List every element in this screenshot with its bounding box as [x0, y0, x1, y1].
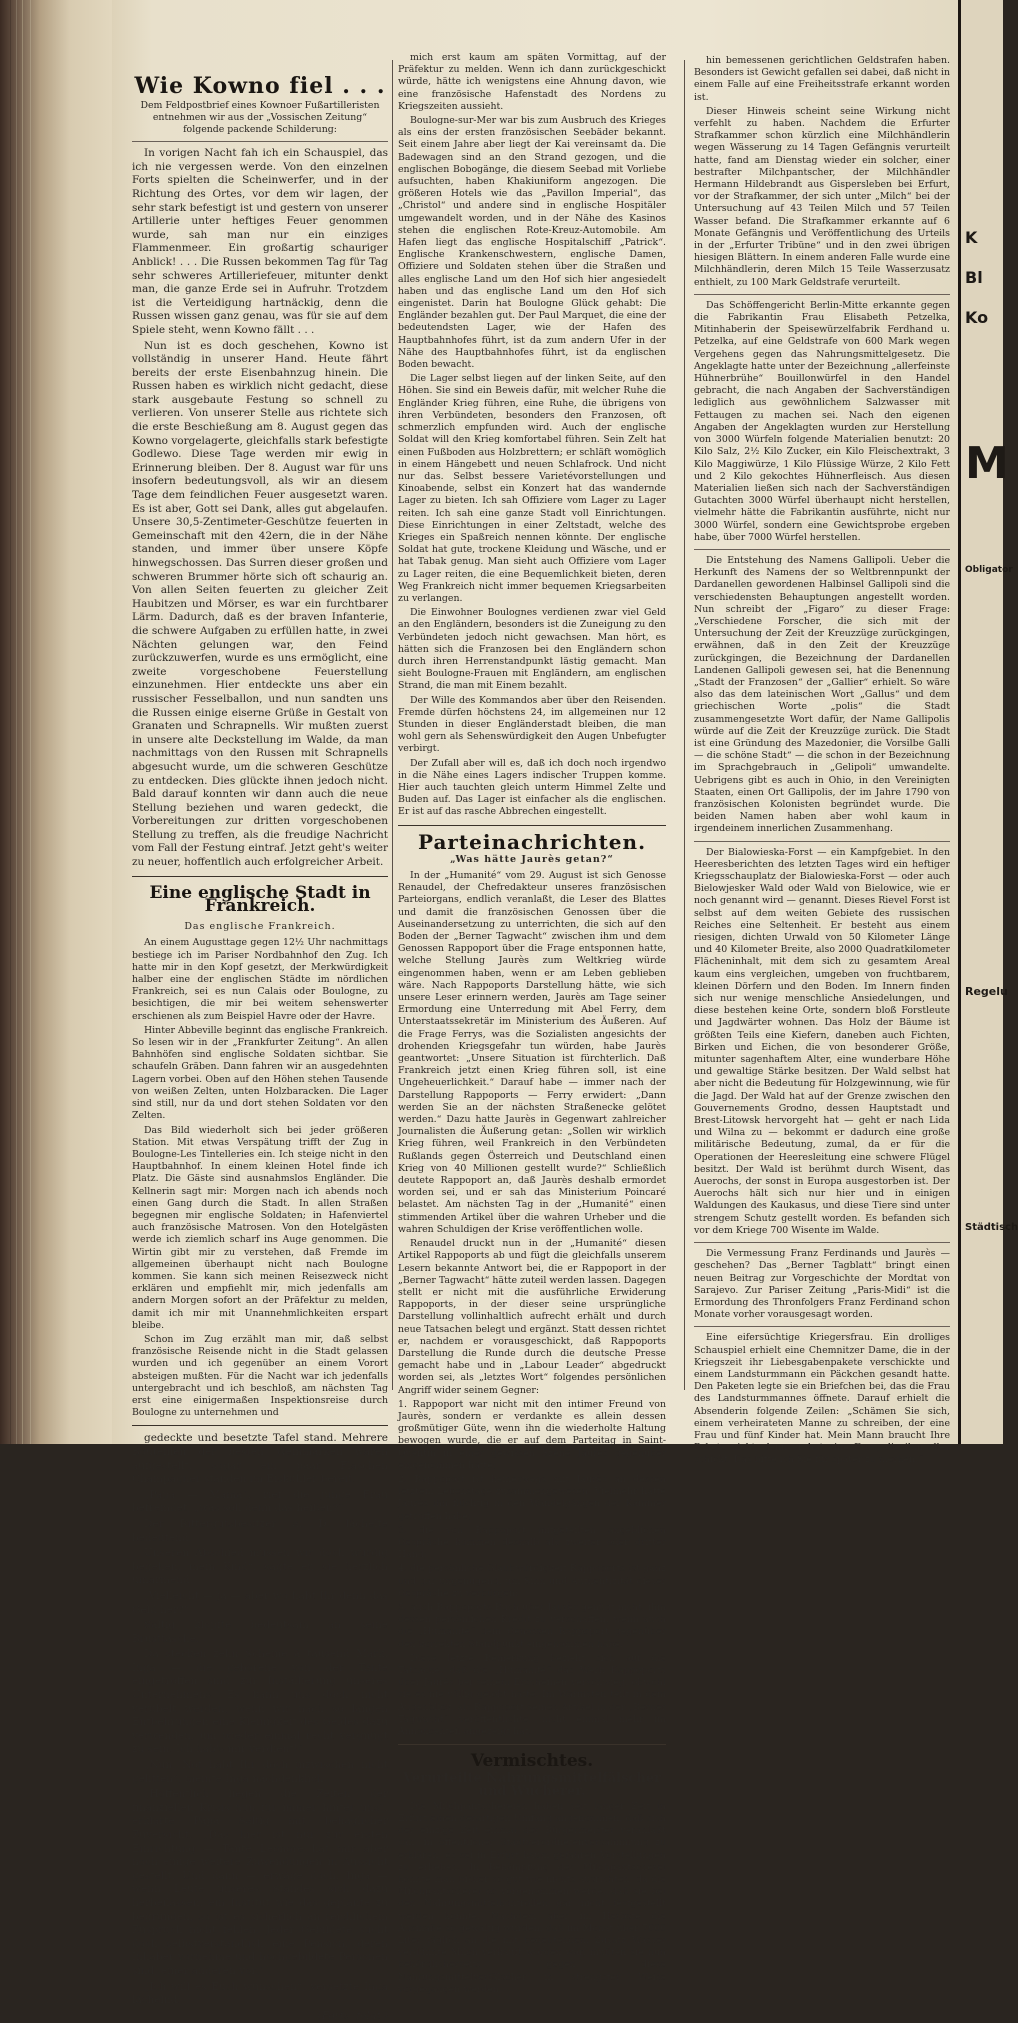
paragraph: Die Einwohner Boulognes verdienen zwar viel Geld an den Engländern, besonders ist die Zuneigung zu den Verbündeten jedoch nicht gewachsen. Man hört, es hätten sich die Franzosen bei den Engländern schon durch ihren Herrenstandpunkt lästig gemacht. Man sieht Boulogne-Frauen mit Engländern, am englischen Strand, die man mit Einem bezahlt.	[398, 607, 666, 692]
divider	[694, 1242, 950, 1243]
numbered-point: 2. Rappoport ist keineswegs mit Jaurès an dessen letztem Lebenstage zusammengewesen. Vielmehr hatte Jaurès ihn flüchtig in den Wandelgängen der Kammer getroffen habe;	[398, 1473, 666, 1522]
column-rule	[392, 60, 393, 1390]
subheadline: „Was hätte Jaurès getan?“	[450, 853, 614, 865]
fragment-text: Städtisch	[965, 1222, 1018, 1233]
paragraph: Das Bild wiederholt sich bei jeder größeren Station. Mit etwas Verspätung trifft der Zug in Boulogne-Les Tintelleries ein. Ich steige nicht in den Hauptbahnhof. In einem kleinen Hotel finde ich Platz. Die Gäste sind ausnahmslos Engländer. Die Kellnerin sagt mir: Morgen nach ich abends noch einen Gang durch die Stadt. In allen Straßen begegnen mir englische Soldaten; in Hafenviertel auch französische Matrosen. Von den Hotelgästen werde ich ziemlich scharf ins Auge genommen. Die Wirtin gibt mir zu verstehen, daß Fremde im allgemeinen überhaupt nicht nach Boulogne kommen. Sie kann sich meinen Reisezweck nicht erklären und empfiehlt mir, mich jedenfalls am andern Morgen sofort an der Präfektur zu melden, damit ich mir mit Unannehmlichkeiten erspart bleibe.	[132, 1124, 388, 1331]
divider	[694, 549, 950, 550]
serial-paragraph: „Papa — Mama“, rief die junge Frau befremdet, „was soll denn das heißen?“	[132, 1488, 388, 1515]
fragment-text: M	[965, 438, 1009, 489]
numbered-point: 1. Rappoport war nicht mit den intimer Freund von Jaurès, sondern er verdankte es allein dessen großmütiger Güte, wenn ihn die wiederholte Haltung bewogen wurde, die er auf dem Parteitag in Saint-Quentin in einer gewissen Szene Jaurès gegenüber eingenommen hatte;	[398, 1398, 666, 1471]
news-item: Die Entstehung des Namens Gallipoli. Ueber die Herkunft des Namens der so Weltbrennpunkt der Dardanellen gewordenen Halbinsel Gallipoli sind die verschiedensten Behauptungen angestellt worden. Nun schreibt der „Figaro“ zu dieser Frage: „Verschiedene Forscher, die sich mit der Untersuchung der Zeit der Kreuzzüge zurückgingen, erwähnen, daß in den Zeit der Kreuzzüge zurückgingen, die Bezeichnung der Dardanellen Landenen Gallipoli gewesen sei, hat die Benennung „Stadt der Franzosen“ der „Gallier“ erhielt. So wäre also das dem lateinischen Wort „Gallus“ und dem griechischen Worte „polis“ die Stadt zusammengesetzte Wort dafür, der Name Gallipolis würde auf die Zeit der Kreuzzüge zurück. Die Stadt ist eine Gründung des Mazedonier, die Vorsilbe Galli — die schöne Stadt“ — die schon in der Bezeichnung im Sprachgebrauch in „Gelipoli“ umwandelte. Uebrigens gibt es auch in Ohio, in den Vereinigten Staaten, einen Ort Gallipolis, der im Jahre 1790 von französischen Kolonisten begründet wurde. Die beiden Namen haben aber wohl kaum in irgendeinem innerlichen Zusammenhang.	[694, 554, 950, 835]
paragraph: An einem Augusttage gegen 12½ Uhr nachmittags bestiege ich im Pariser Nordbahnhof den Zug. Ich hatte mir in den Kopf gesetzt, der Merkwürdigkeit halber eine der englischen Städte im nördlichen Frankreich, sei es nun Calais oder Boulogne, zu besichtigen, die mir bei weitem sehenswerter erschienen als zum Beispiel Havre oder der Havre.	[132, 937, 388, 1022]
fragment-text: Obligator	[965, 565, 1013, 575]
divider	[132, 876, 388, 877]
news-item: Eine eifersüchtige Kriegersfrau. Ein drolliges Schauspiel erhielt eine Chemnitzer Dame, die in der Kriegszeit ihr Liebesgabenpakete verschickte und einem Landsturmmann ein Päckchen gesandt hatte. Den Paketen legte sie ein Briefchen bei, das die Frau des Landsturmmannes öffnete. Darauf erhielt die Absenderin folgende Zeilen: „Schämen Sie sich, einem verheirateten Manne zu schreiben, der eine Frau und fünf Kinder hat. Mein Mann braucht Ihre Pakete nicht, denn er hat eine Frau, die ihm alles schickt. Das bitte ich Sie für später zu merken.“	[694, 1332, 950, 1466]
paragraph: Schon im Zug erzählt man mir, daß selbst französische Reisende nicht in die Stadt gelassen wurden und ich gegenüber an einem Vorort absteigen mußten. Für die Nacht war ich jedenfalls untergebracht und ich beschloß, am nächsten Tag erst eine einigermaßen Inspektionsreise durch Boulogne zu unternehmen und	[132, 1333, 388, 1419]
paragraph: Der Zufall aber will es, daß ich doch noch irgendwo in die Nähe eines Lagers indischer Truppen komme. Hier auch tauchten gleich unterm Himmel Zelte und Buden auf. Das Lager ist einfacher als die englischen. Er ist auf das rasche Abbrechen eingestellt.	[398, 757, 666, 818]
serial-paragraph: „Hoffentlich liegen die Zeiten der finanziellen Krisis nun für immer hinter uns“, erklärte Papa Saltig mit behaglicher Zuversicht. „Das hier ist nur zur ersten Einrichtung — Tante Leonore hat mir aber noch einige weitere Zuwendungen in Aussicht gestellt. Und dann — erwäge doch, Inga — wenn Leute unseres Standes sich dazu herbeilassen, ein Institut wie das geplante zu begründen, so ist es sicherlich an reichlichem Zuspruch nicht fehlen. Jeder Gebildete sucht doch selbstverständlich eine Pension, deren Inhaber vornehme und hochgebildete Personen sind, einer anderen vor.“	[132, 1788, 388, 1977]
paragraph: Das Schöffengericht Berlin-Mitte erkannte gegen die Fabrikantin Frau Elisabeth Petzelka, Mitinhaberin der Speisewürzelfabrik Ferdhand u. Petzelka, auf eine Geldstrafe von 600 Mark wegen Vergehens gegen das Nahrungsmittelgesetz. Die Angeklagte hatte unter der Bezeichnung „allerfeinste Hühnerbrühe“ Bouillonwürfel in den Handel gebracht, die nach Angaben der Sachverständigen lediglich aus gewöhnlichem Salzwasser mit Fettaugen zu machen sei. Nach den eigenen Angaben der Angeklagten wurden zur Herstellung von 3000 Würfeln folgende Materialien benutzt: 20 Kilo Salz, 2½ Kilo Zucker, ein Kilo Fleischextrakt, 3 Kilo Maggiwürze, 1 Kilo Flüssige Würze, 2 Kilo Fett und 2 Kilo gekochtes Hühnerfleisch. Aus diesen Materialien ließen sich nach der Sachverständigen Gutachten 3000 Würfel überhaupt nicht herstellen, vielmehr hätte die Fabrikantin ausführte, nicht nur 3000 Würfel, sondern eine Gewichtsprobe ergeben habe, über 7000 Würfel herstellen.	[694, 299, 950, 543]
headline-parteinachrichten: Parteinachrichten.	[417, 829, 647, 854]
headline-kowno: Wie Kowno fiel . . .	[134, 73, 386, 99]
subheadline: Verurteilte Nahrungsmittelfälscher und Wucherer.	[403, 1771, 661, 1799]
headline-vermischtes: Vermischtes.	[470, 1751, 594, 1772]
headline-englische-stadt: Eine englische Stadt in Frankreich.	[149, 882, 371, 917]
serial-paragraph: „Vielleicht — ja — aber wo habt Ihr denn das Geld her?“	[132, 1589, 388, 1616]
divider	[132, 141, 388, 142]
news-item: Der Bialowieska-Forst — ein Kampfgebiet. In den Heeresberichten des letzten Tages wird ein heftiger Kriegsschauplatz der Bialowieska-Forst — oder auch Bielowjesker Wald oder Wald von Bielowice, wie er noch genannt wird — genannt. Dieses Rievel Forst ist selbst auf dem weiten Gebiete des russischen Reiches eine Seltenheit. Er besteht aus einem riesigen, dichten Urwald von 50 Kilometer Länge und 40 Kilometer Breite, also 2000 Quadratkilometer Flächeninhalt, mit dem sich zu gesamtem Areal kaum eins vergleichen, umgeben von fruchtbarem, kleinen Dörfern und den Boden. Im Innern finden sich nur wenige menschliche Ansiedelungen, und diese bestehen keine Orte, sondern bloß Forstleute und Jagdwärter wohnen. Das Holz der Bäume ist größten Teils eine Kiefern, daneben auch Fichten, Birken und Eichen, die von besonderer Größe, mitunter sagenhaftem Alter, eine wunderbare Höhe und gewaltige Stärke besitzen. Der Wald selbst hat aber nicht die Bedeutung für Holzgewinnung, wie für die Jagd. Der Wald hat auf der Grenze zwischen den Gouvernements Grodno, dessen Hauptstadt und Brest-Litowsk hervorgeht hat — geht er nach Lida und Wilna zu — bekommt er dadurch eine große militärische Bedeutung, zumal, da er für die Operationen der Heeresleitung eine schwere Flügel besitzt. Der Wald ist berühmt durch Wisent, das Auerochs, der sonst in Europa ausgestorben ist. Der Auerochs hält sich nur hier und in einigen Waldungen des Kaukasus, und diese Tiere sind unter strengem Schutz gestellt worden. Es befanden sich vor dem Kriege 700 Wisente im Walde.	[694, 846, 950, 1236]
numbered-point: 4. die persönliche Glaubwürdigkeit Rappoports ist ganz und gar ungenügend, um Sinn und Authentizität dieser Gespräche zu verbürgen;	[398, 1563, 666, 1599]
fragment-text: K	[965, 228, 978, 247]
paragraph: In vorigen Nacht fah ich ein Schauspiel, das ich nie vergessen werde. Von den einzelnen Forts spielten die Scheinwerfer, und in der Richtung des Ortes, vor dem wir lagen, der sehr stark befestigt ist und gestern von unserer Artillerie unter heftiges Feuer genommen wurde, sah man nur ein einziges Flammenmeer. Ein großartig schauriger Anblick! . . . Die Russen bekommen Tag für Tag sehr schweres Artilleriefeuer, mitunter denkt man, die ganze Erde sei in Aufruhr. Trotzdem ist die Verteidigung hartnäckig, denn die Russen wissen ganz genau, was für sie auf dem Spiele steht, wenn Kowno fällt . . .	[132, 147, 388, 336]
next-page-edge	[958, 0, 1018, 1444]
paragraph: hin bemessenen gerichtlichen Geldstrafen haben. Besonders ist Gewicht gefallen sei dabei, daß nicht in einem Falle auf eine Freiheitsstrafe erkannt worden ist.	[694, 55, 950, 103]
book-binding	[0, 0, 128, 1444]
paragraph: mich erst kaum am späten Vormittag, auf der Präfektur zu melden. Wenn ich dann zurückgeschickt würde, hätte ich wenigstens eine Ahnung davon, wie eine französische Hafenstadt des Nordens zu Kriegszeiten aussieht.	[398, 52, 666, 112]
column-right	[694, 55, 950, 1469]
paragraph: Die Lager selbst liegen auf der linken Seite, auf den Höhen. Sie sind ein Beweis dafür, mit welcher Ruhe die Engländer Krieg führen, eine Ruhe, die übrigens von ihren Verbündeten, besonders den Franzosen, oft schmerzlich empfunden wird. Auch der englische Soldat will den Krieg komfortabel führen. Sein Zelt hat einen Fußboden aus Holzbrettern; er schläft womöglich in einem Hängebett und neuen Schlafrock. Und nicht nur das. Selbst bessere Varietévorstellungen und Kinoabende, selbst ein Konzert hat das wandernde Lager zu bieten. Ich sah Offiziere vom Lager zu Lager reiten. Ich sah eine ganze Stadt voll Einrichtungen. Diese Einrichtungen in einer Zeltstadt, welche des Krieges ein Spaßreich nennen könnte. Der englische Soldat hat gute, trockene Kleidung und Wäsche, und er hat Tabak genug. Man sieht auch Offiziere vom Lager zu Lager reiten, die eine Bequemlichkeit bieten, deren Weg Frankreich nicht immer bequemen Kriegsarbeiten zu verlangen.	[398, 373, 666, 604]
column-left	[132, 70, 388, 2023]
serial-paragraph: Saltig klopfte bedeutsam an seine Brusttasche.	[132, 1619, 388, 1645]
column-middle	[398, 52, 666, 1998]
paragraph: Renaudel druckt nun in der „Humanité“ diesen Artikel Rappoports ab und fügt die gleichfalls unserem Lesern bekannte Antwort bei, die er Rappoport in der „Berner Tagwacht“ hätte zuteil werden lassen. Dagegen stellt er nicht mit die ausführliche Erwiderung Rappoports, in der dieser seine ursprüngliche Darstellung vollinhaltlich aufrecht erhält und durch neue Tatsachen belegt und ergänzt. Statt dessen richtet er, nachdem er vorausgeschickt, daß Rappoports Darstellung die Runde durch die deutsche Presse gemacht habe und in „Labour Leader“ abgedruckt worden sei, als „letztes Wort“ folgendes persönlichen Angriff wider seinem Gegner:	[398, 1238, 666, 1396]
paragraph: Die Milchpantschereien haben seit langer Zeit in Erfurt einen derartigen Umfang angenommen, daß sich der einzige Zeit einmal der Bürgermeister veranlaßt sah, in öffentlicher Stadtverordnetenversammlung zu erklären, es sei in Erfurt kaum gefahren Vorstellungen zu erheben. In Bekämpfung der Milchpantscherei konnte man bisher so gut wie nichts ausrichten, da die Milchpantscherei so vorgenommen werde, daß sie bei den Nahrungsmittelkontrollen gar nicht festgestellt werden konnte. Nachdem aber im Herbste die Ausmaße so gewaltig wurden, daß im Monat über 7000 Liter täglich an die mit bedeutendem Zusatz Wasser verdünnte Milch verkauft worden war, mußten sie nun behördlicherseits gegen diese Nahrungsmittelverfälscher in strengster Weise vorgegangen werden.	[398, 1800, 666, 1995]
fragment-text: Regelu	[965, 985, 1008, 998]
byline: Das englische Frankreich.	[184, 920, 336, 932]
paragraph: In der „Humanité“ vom 29. August ist sich Genosse Renaudel, der Chefredakteur unseres französischen Parteiorgans, endlich veranlaßt, die Leser des Blattes und damit die französischen Genossen über die Auseinandersetzung zu unterrichten, die sich auf den Boden der „Berner Tagwacht“ zwischen ihm und dem Genossen Rappoport über die Frage entsponnen hatte, welche Stellung Jaurès zum Weltkrieg würde eingenommen haben, wenn er am Leben geblieben wäre. Nach Rappoports Darstellung hätte, wie sich unsere Leser erinnern werden, Jaurès am Tage seiner Ermordung eine Unterredung mit Abel Ferry, dem Unterstaatssekretär im Ministerium des Äußeren. Auf die Frage Ferrys, was die Sozialisten angesichts der drohenden Kriegsgefahr tun würden, habe Jaurès geantwortet: „Unsere Situation ist fürchterlich. Daß Frankreich jetzt einen Krieg führen soll, ist eine Ungeheuerlichkeit.“ Darauf habe — immer nach der Darstellung Rappoports — Ferry erwidert: „Dann werden Sie an der nächsten Straßenecke gelötet werden.“ Dazu hatte Jaurès in Gegenwart zahlreicher Journalisten die Äußerung getan: „Sollen wir wirklich Krieg führen, weil Frankreich in den Verbündeten Rußlands gegen Österreich und Deutschland einen Krieg von 40 Millionen gestellt wurde?“ Schließlich deutete Rappoport an, daß Jaurès deshalb ermordet worden sei, und er sah das Ministerium Poincaré belastet. Am nächsten Tag in der „Humanité“ einen stimmenden Artikel über die wahren Urheber und die wahren Schuldigen der Krise veröffentlichen wolle.	[398, 870, 666, 1235]
divider	[398, 825, 666, 826]
serial-paragraph: Unseren Abschied müssen wir doch würdig begehen, mein Kind“, sagte er, sie herzlich umarmend.	[132, 1547, 388, 1587]
serial-paragraph: gedeckte und besetzte Tafel stand. Mehrere Bouteillen der besten Weinmarken waren aufgestellt, sogar ein paar Flaschen Champagner standen im Eiskühler bereit.	[132, 1432, 388, 1486]
fragment-text: Bl	[965, 268, 983, 287]
article-intro: Dem Feldpostbrief eines Kownoer Fußartilleristen entnehmen wir aus der „Vossischen Zeitung“ folgende packende Schilderung:	[140, 99, 380, 135]
news-item: Die Vermessung Franz Ferdinands und Jaurès — geschehen? Das „Berner Tagblatt“ bringt einen neuen Beitrag zur Vorgeschichte der Mordtat von Sarajevo. Zur Pariser Zeitung „Paris-Midi“ ist die Ermordung des Thronfolgers Franz Ferdinand schon Monate vorher vorausgesagt worden.	[694, 1248, 950, 1321]
paragraph: Hinter Abbeville beginnt das englische Frankreich. So lesen wir in der „Frankfurter Zeitung“. An allen Bahnhöfen sind englische Soldaten sichtbar. Sie schaufeln Gräben. Dann fahren wir an ausgedehnten Lagern vorbei. Oben auf den Höhen stehen Tausende von weißen Zelten, unten Holzbaracken. Die Lager sind still, nur da und dort stehen Soldaten vor den Zelten.	[132, 1024, 388, 1122]
paragraph: Dieser Hinweis scheint seine Wirkung nicht verfehlt zu haben. Nachdem die Erfurter Strafkammer schon kürzlich eine Milchhändlerin wegen Wässerung zu 14 Tagen Gefängnis verurteilt hatte, fand am Dienstag wieder ein solcher, einer bestrafter Milchpantscher, der Milchhändler Hermann Hildebrandt aus Gispersleben bei Erfurt, vor der Strafkammer, der sich unter „Milch“ bei der Untersuchung auf 43 Teilen Milch und 57 Teilen Wasser befand. Die Strafkammer erkannte auf 6 Monate Gefängnis und Veröffentlichung des Urteils in der „Erfurter Tribüne“ und in den zwei übrigen hiesigen Blättern. In einem anderen Falle wurde eine Milchhändlerin, deren Milch 15 Teile Wasserzusatz enthielt, zu 100 Mark Geldstrafe verurteilt.	[694, 105, 950, 288]
divider	[132, 1425, 388, 1426]
serial-paragraph: „Ich will es Euch wünschen“, versetzte Inga lächelnd.	[132, 1980, 388, 2007]
numbered-point: 3. die von Rappoport mitgeteilten angeblichen Gespräche kommen deshalb als zweiter oder dritter Hand;	[398, 1524, 666, 1561]
paragraph: Nun ist es doch geschehen, Kowno ist vollständig in unserer Hand. Heute fährt bereits der erste Eisenbahnzug hinein. Die Russen haben es wirklich nicht gedacht, diese stark ausgebaute Festung so schnell zu verlieren. Von unserer Stelle aus richtete sich die erste Beschießung am 8. August gegen das Kowno vorgelagerte, gleichfalls stark befestigte Godlewo. Diese Tage werden mir ewig in Erinnerung bleiben. Der 8. August war für uns insofern bedeutungsvoll, als wir an diesem Tage dem feindlichen Feuer ausgesetzt waren. Es ist aber, Gott sei Dank, alles gut abgelaufen. Unsere 30,5-Zentimeter-Geschütze feuerten in Gemeinschaft mit den 42ern, die in der Nähe standen, und immer über unsere Köpfe hinwegschossen. Das Surren dieser großen und schweren Brummer hörte sich oft schaurig an. Von allen Seiten feuerten zu gleicher Zeit Haubitzen und Mörser, es war ein furchtbarer Lärm. Dadurch, daß es der braven Infanterie, die schwere Aufgaben zu erfüllen hatte, in zwei Nächten gelungen war, den Feind zurückzuwerfen, wurde es uns ermöglicht, eine zweite vorgeschobene Feuerstellung einzunehmen. Hier entdeckte uns aber ein russischer Fesselballon, und nun sandten uns die Russen einige eiserne Grüße in Gestalt von Granaten und Schrapnells. Wir mußten zuerst in unsere alte Deckstellung im Walde, da man nachmittags von den Russen mit Schrapnells abgesucht wurde, um die schweren Geschütze zu entdecken. Dies glückte ihnen jedoch nicht. Bald darauf konnten wir dann auch die neue Stellung beziehen und waren gedeckt, die Vorbereitungen zur dritten vorgeschobenen Stellung zu treffen, als die freudige Nachricht vom Fall der Festung eintraf. Jetzt geht's weiter zu neuer, hoffentlich auch erfolgreicher Arbeit.	[132, 339, 388, 869]
divider	[694, 841, 950, 842]
paragraph: Boulogne-sur-Mer war bis zum Ausbruch des Krieges als eins der ersten französischen Seebäder bekannt. Seit einem Jahre aber liegt der Kai vereinsamt da. Die Badewagen sind an den Strand gezogen, und die englischen Bobogänge, die diesem Seebad mit Vorliebe aufsuchten, haben Khakiuniform angezogen. Die größeren Hotels wie das „Pavillon Imperial“, das „Christol“ und andere sind in englische Hospitäler umgewandelt worden, und in der Nähe des Kasinos stehen die englischen Rote-Kreuz-Automobile. Am Hafen liegt das englische Hospitalschiff „Patrick“. Englische Krankenschwestern, englische Damen, Offiziere und Soldaten stehen über die Straßen und alles englische Land um den Hof sich hier angesiedelt haben und das englische Land um den Hof sich eingenistet. Darin hat Boulogne Glück gehabt: Die Engländer bezahlen gut. Der Paul Marquet, die eine der bedeutendsten Lager, wie der Hafen des Hauptbahnhofes führt, ist da zum andern Ufer in der Nähe des Hauptbahnhofes führt, ist da englischen Boden bewacht.	[398, 115, 666, 371]
divider	[694, 1326, 950, 1327]
serial-paragraph: Da stecken zehn Scheine à tausend Mark, Inga — die geborene von der Tante eingetroffen sind zur Installierung unseres Unternehmens. Es kann uns doch nicht verübelt werden, wenn wir nach so langen Entbehrungen eine Kleinigkeit des Geldes dazu verwenden, um wieder einmal recht vergnügt zu sein. Ich hab's mir verdient!“	[132, 1648, 388, 1756]
continued-note: (Forts. folgt.)	[317, 2009, 388, 2022]
column-rule	[684, 60, 685, 1390]
serial-paragraph: Der Rittergutsbesitzer a. D. lächelte bedeutend.	[132, 1517, 388, 1544]
serial-paragraph: „Nun, Not habt Ihr doch inzwischen nicht gelitten“, meinte Inga nachdenklich.	[132, 1759, 388, 1785]
divider	[398, 1744, 666, 1745]
fragment-text: Ko	[965, 308, 989, 327]
paragraph: Diese letzte Bemerkung bezieht sich auf die Tatsache, daß die „Humanité“ das Werk Rappoports über Jaurès bei seinem Erscheinen verschwieg, obwohl sie es nie völlig gelobt hatte. Im Wärmsten teilt in dem Augenblick, als Rappoport seinen Artikel in der „Berner Tagwacht“ veröffentlichte, nicht einmal mehr im Annoncenteil angezeigt hat.	[398, 1652, 666, 1738]
numbered-point: 5. auch Rappoports Buch über Jaurès genügt nicht, ihm dessen persönlichen Kredit zu verschaffen, wenn auch die „Humanité“ dem Genossen Rappoport gegenüber den korrekten Standpunkt eingenommen habe.	[398, 1601, 666, 1650]
divider	[694, 294, 950, 295]
paragraph: Der Wille des Kommandos aber über den Reisenden. Fremde dürfen höchstens 24, im allgemeinen nur 12 Stunden in dieser Engländerstadt bleiben, die man wohl gern als Sehenswürdigkeit den Augen Unbefugter verbirgt.	[398, 694, 666, 755]
